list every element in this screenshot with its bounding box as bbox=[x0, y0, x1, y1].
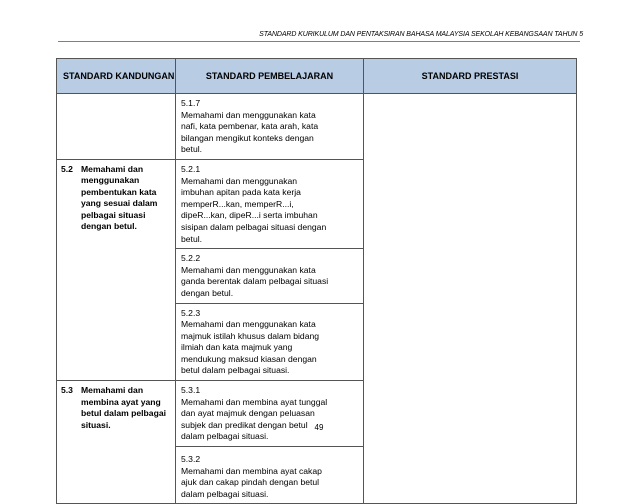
pembelajaran-text: Memahami dan menggunakan imbuhan apitan pada kata kerja memperR...kan, memperR...i, dipeR...kan, dipeR...i serta imbuhan sisipan dalam pelbagai situasi dengan betul. bbox=[181, 175, 327, 244]
pembelajaran-cell bbox=[176, 447, 364, 504]
column-header-kandungan: STANDARD KANDUNGAN bbox=[57, 59, 176, 94]
pembelajaran-code: 5.3.2 bbox=[181, 454, 201, 465]
pembelajaran-cell bbox=[176, 94, 364, 160]
curriculum-table bbox=[56, 58, 577, 504]
kandungan-code: 5.3 bbox=[61, 385, 73, 396]
pembelajaran-text: Memahami dan menggunakan kata nafi, kata pembenar, kata arah, kata bilangan mengikut konteks dengan betul. bbox=[181, 109, 319, 155]
pembelajaran-code: 5.1.7 bbox=[181, 98, 201, 108]
column-header-pembelajaran: STANDARD PEMBELAJARAN bbox=[176, 59, 364, 94]
pembelajaran-cell bbox=[176, 249, 364, 303]
pembelajaran-code: 5.2.2 bbox=[181, 253, 201, 264]
pembelajaran-code: 5.2.1 bbox=[181, 163, 201, 174]
kandungan-cell-empty bbox=[57, 94, 176, 160]
column-header-prestasi: STANDARD PRESTASI bbox=[364, 59, 577, 94]
pembelajaran-text: Memahami dan membina ayat tunggal dan ayat majmuk dengan peluasan subjek dan predikat dengan betul dalam pelbagai situasi. bbox=[181, 396, 328, 442]
kandungan-cell bbox=[57, 159, 176, 380]
pembelajaran-cell bbox=[176, 159, 364, 248]
kandungan-text: Memahami dan menggunakan pembentukan kata yang sesuai dalam pelbagai situasi dengan betul. bbox=[81, 163, 158, 232]
header-divider bbox=[58, 41, 580, 42]
table-header-row bbox=[57, 59, 577, 94]
table-row bbox=[57, 94, 577, 160]
pembelajaran-cell bbox=[176, 381, 364, 447]
pembelajaran-text: Memahami dan membina ayat cakap ajuk dan cakap pindah dengan betul dalam pelbagai situasi. bbox=[181, 465, 322, 499]
kandungan-code: 5.2 bbox=[61, 163, 73, 174]
kandungan-cell bbox=[57, 381, 176, 504]
pembelajaran-text: Memahami dan menggunakan kata ganda berentak dalam pelbagai situasi dengan betul. bbox=[181, 264, 329, 298]
pembelajaran-cell bbox=[176, 303, 364, 381]
pembelajaran-code: 5.2.3 bbox=[181, 307, 201, 318]
document-header: STANDARD KURIKULUM DAN PENTAKSIRAN BAHASA MALAYSIA SEKOLAH KEBANGSAAN TAHUN 5 bbox=[259, 31, 583, 38]
page-number: 49 bbox=[314, 423, 324, 432]
prestasi-cell bbox=[364, 94, 577, 504]
pembelajaran-text: Memahami dan menggunakan kata majmuk istilah khusus dalam bidang ilmiah dan kata majmuk yang mendukung maksud kiasan dengan betul dalam pelbagai situasi. bbox=[181, 319, 320, 376]
pembelajaran-code: 5.3.1 bbox=[181, 385, 201, 396]
kandungan-text: Memahami dan membina ayat yang betul dalam pelbagai situasi. bbox=[81, 385, 167, 430]
